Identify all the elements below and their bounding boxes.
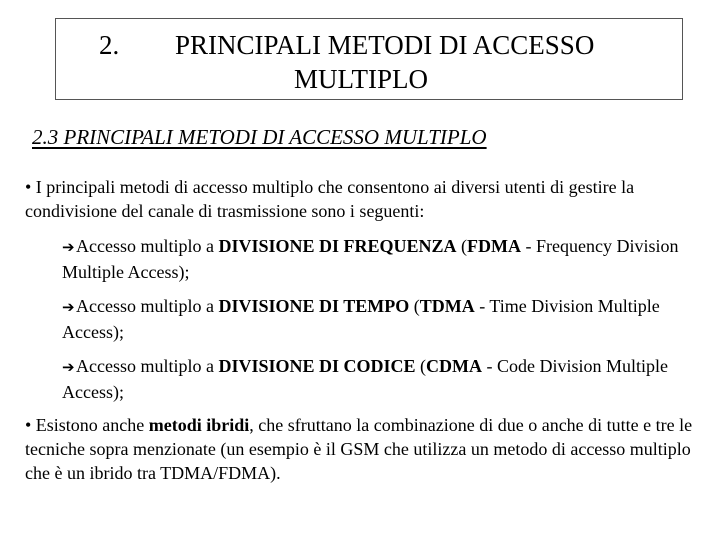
method-item-tdma: [62, 294, 682, 345]
method-description: - Code Division Multiple Access);: [62, 356, 669, 402]
arrow-right-icon: ➔: [62, 298, 75, 316]
method-paren: (: [415, 356, 427, 376]
method-acronym: TDMA: [419, 296, 475, 316]
hybrid-description: , che sfruttano la combinazione di due o anche di tutte e tre le tecniche sopra menzionate (un esempio è il GSM che utilizza un metodo di accesso multiplo che è un ibrido tra TDMA/FDMA).: [25, 415, 693, 483]
method-description: - Time Division Multiple Access);: [62, 296, 660, 342]
hybrid-prefix: • Esistono anche: [25, 415, 149, 435]
method-name: DIVISIONE DI CODICE: [218, 356, 416, 376]
chapter-title-line1: PRINCIPALI METODI DI ACCESSO: [175, 30, 595, 60]
chapter-title-line2: MULTIPLO: [294, 64, 429, 94]
title-box: [55, 18, 683, 100]
method-paren: (: [456, 236, 468, 256]
method-description: - Frequency Division Multiple Access);: [62, 236, 679, 282]
arrow-right-icon: ➔: [62, 238, 75, 256]
method-item-fdma: [62, 234, 682, 285]
intro-paragraph: • I principali metodi di accesso multiplo che consentono ai diversi utenti di gestire la condivisione del canale di trasmissione sono i seguenti:: [25, 177, 635, 221]
chapter-number: 2.: [99, 30, 120, 60]
method-item-cdma: [62, 354, 682, 405]
method-name: DIVISIONE DI TEMPO: [218, 296, 410, 316]
hybrid-term: metodi ibridi: [148, 415, 250, 435]
method-name: DIVISIONE DI FREQUENZA: [218, 236, 457, 256]
hybrid-paragraph: [25, 413, 695, 485]
arrow-right-icon: ➔: [62, 358, 75, 376]
method-acronym: CDMA: [426, 356, 483, 376]
section-heading: 2.3 PRINCIPALI METODI DI ACCESSO MULTIPLO: [32, 125, 487, 149]
method-prefix: Accesso multiplo a: [76, 296, 219, 316]
method-acronym: FDMA: [467, 236, 522, 256]
method-paren: (: [409, 296, 420, 316]
method-prefix: Accesso multiplo a: [76, 236, 219, 256]
method-prefix: Accesso multiplo a: [76, 356, 219, 376]
